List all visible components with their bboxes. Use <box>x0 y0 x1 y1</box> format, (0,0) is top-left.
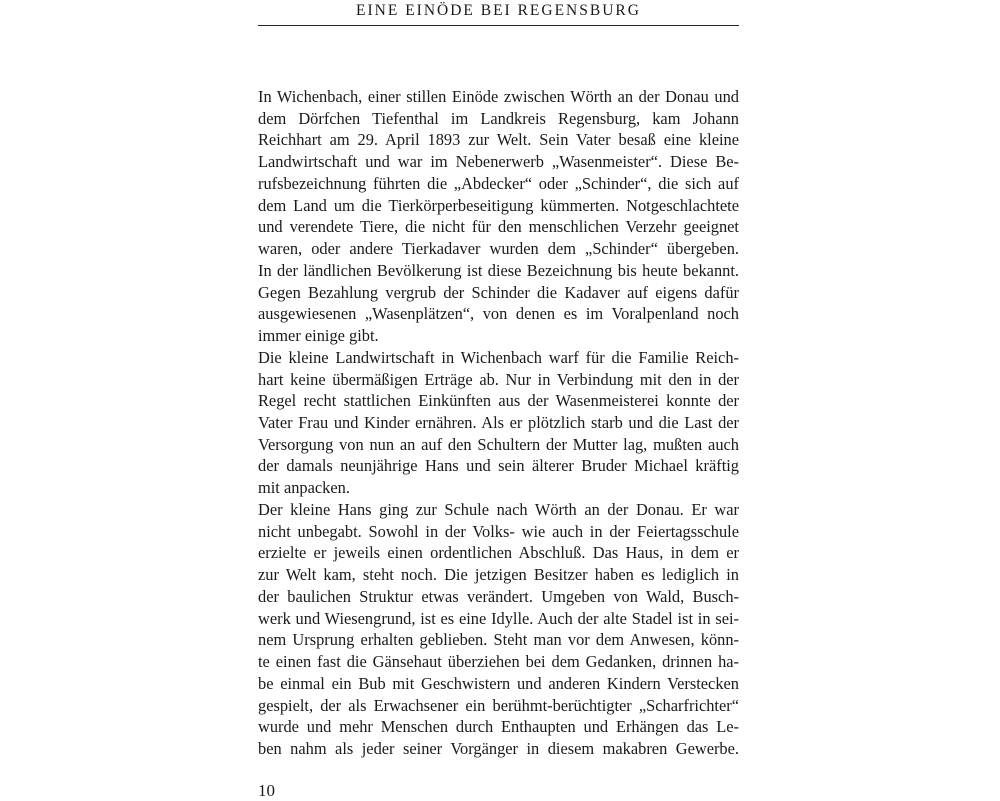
page-number: 10 <box>258 781 275 800</box>
text-line: Regel recht stattlichen Einkünften aus der Wasenmeisterei konnte der <box>258 391 739 411</box>
body-text <box>258 86 739 760</box>
text-line: ben nahm als jeder seiner Vorgänger in diesem makabren Gewerbe. <box>258 739 739 759</box>
text-line: dem Dörfchen Tiefenthal im Landkreis Regensburg, kam Johann <box>258 108 739 128</box>
text-line: nicht unbegabt. Sowohl in der Volks- wie auch in der Feiertagsschule <box>258 521 739 541</box>
text-line: mit anpacken. <box>258 478 350 498</box>
text-line: immer einige gibt. <box>258 326 379 346</box>
text-line: zur Welt kam, steht noch. Die jetzigen Besitzer haben es lediglich in <box>258 565 739 585</box>
text-line: Versorgung von nun an auf den Schultern der Mutter lag, mußten auch <box>258 434 739 454</box>
text-line: Die kleine Landwirtschaft in Wichenbach warf für die Familie Reich- <box>258 347 739 367</box>
text-line: hart keine übermäßigen Erträge ab. Nur in Verbindung mit den in der <box>258 369 739 389</box>
text-line: gespielt, der als Erwachsener ein berühmt-berüchtigter „Scharfrichter“ <box>258 695 739 715</box>
text-line: te einen fast die Gänsehaut überziehen bei dem Gedanken, drinnen ha- <box>258 652 739 672</box>
text-line: rufsbezeichnung führten die „Abdecker“ oder „Schinder“, die sich auf <box>258 173 739 193</box>
text-line: erzielte er jeweils einen ordentlichen Abschluß. Das Haus, in dem er <box>258 543 739 563</box>
text-line: be einmal ein Bub mit Geschwistern und anderen Kindern Verstecken <box>258 673 739 693</box>
text-line: der baulichen Struktur etwas verändert. Umgeben von Wald, Busch- <box>258 586 739 606</box>
text-line: Reichhart am 29. April 1893 zur Welt. Sein Vater besaß eine kleine <box>258 130 739 150</box>
text-line: waren, oder andere Tierkadaver wurden dem „Schinder“ übergeben. <box>258 239 739 259</box>
text-line: In der ländlichen Bevölkerung ist diese Bezeichnung bis heute bekannt. <box>258 260 739 280</box>
text-line: Landwirtschaft und war im Nebenerwerb „Wasenmeister“. Diese Be- <box>258 152 739 172</box>
text-line: Der kleine Hans ging zur Schule nach Wörth an der Donau. Er war <box>258 499 739 519</box>
text-line: nem Ursprung erhalten geblieben. Steht man vor dem Anwesen, könn- <box>258 630 739 650</box>
text-line: dem Land um die Tierkörperbeseitigung kümmerten. Notgeschlachtete <box>258 195 739 215</box>
text-line: werk und Wiesengrund, ist es eine Idylle. Auch der alte Stadel ist in sei- <box>258 608 739 628</box>
text-line: Vater Frau und Kinder ernähren. Als er plötzlich starb und die Last der <box>258 413 739 433</box>
text-line: Gegen Bezahlung vergrub der Schinder die Kadaver auf eigens dafür <box>258 282 739 302</box>
text-line: wurde und mehr Menschen durch Enthaupten und Erhängen das Le- <box>258 717 739 737</box>
text-line: In Wichenbach, einer stillen Einöde zwischen Wörth an der Donau und <box>258 87 739 106</box>
running-header <box>258 0 739 26</box>
text-line: der damals neunjährige Hans und sein älterer Bruder Michael kräftig <box>258 456 739 476</box>
text-line: und verendete Tiere, die nicht für den menschlichen Verzehr geeignet <box>258 217 739 237</box>
text-line: ausgewiesenen „Wasenplätzen“, von denen es im Voralpenland noch <box>258 304 739 324</box>
header-title: EINE EINÖDE BEI REGENSBURG <box>356 2 641 19</box>
